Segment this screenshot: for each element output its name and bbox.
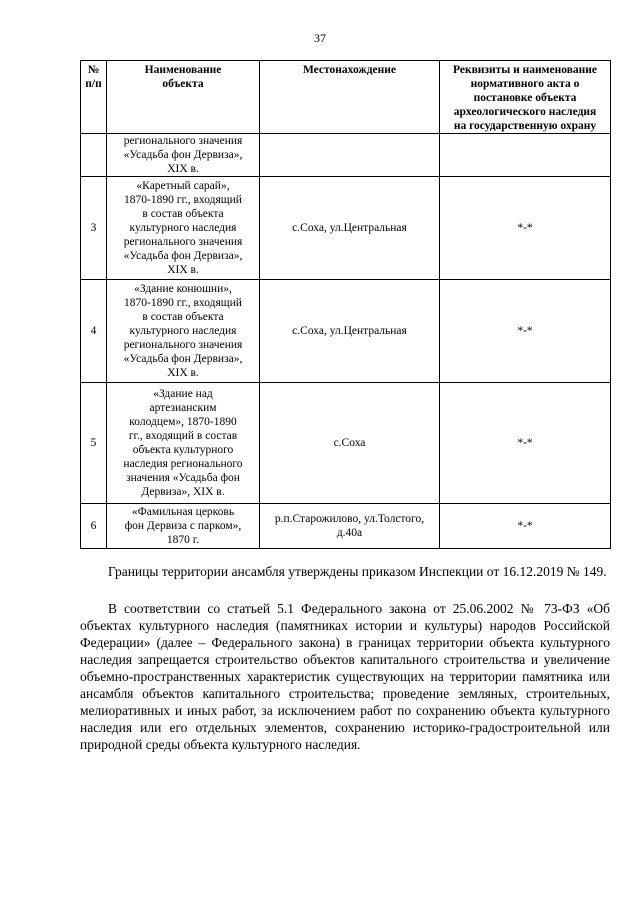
row-location xyxy=(260,134,440,177)
header-object-name: Наименование объекта xyxy=(107,61,260,134)
paragraph-federal-law-restrictions: В соответствии со статьей 5.1 Федерального закона от 25.06.2002 № 73-ФЗ «Об объектах культурного наследия (памятниках истории и культуры) народов Российской Федерации» (далее – Федерального закона) в границах территории объекта культурного наследия запрещается строительство объектов капитального строительства и увеличение объемно-пространственных характеристик существующих на территории памятника или ансамбля объектов капитального строительства; проведение земляных, строительных, мелиоративных и иных работ, за исключением работ по сохранению объекта культурного наследия или его отдельных элементов, сохранению историко-градостроительной или природной среды объекта культурного наследия. xyxy=(80,601,610,752)
row-normative-act: *-* xyxy=(440,280,611,383)
header-number: № п/п xyxy=(81,61,107,134)
row-number: 6 xyxy=(81,504,107,549)
table-row xyxy=(81,504,611,549)
row-object-name: «Фамильная церковь фон Дервиза с парком», 1870 г. xyxy=(107,504,260,549)
row-location: с.Соха, ул.Центральная xyxy=(260,280,440,383)
row-object-name: «Каретный сарай», 1870-1890 гг., входящий в состав объекта культурного наследия регионального значения «Усадьба фон Дервиза», XIX в. xyxy=(107,177,260,280)
table-header-row xyxy=(81,61,611,134)
row-number xyxy=(81,134,107,177)
row-number: 4 xyxy=(81,280,107,383)
row-location: с.Соха, ул.Центральная xyxy=(260,177,440,280)
row-location: с.Соха xyxy=(260,383,440,504)
row-normative-act: *-* xyxy=(440,177,611,280)
row-object-name: регионального значения «Усадьба фон Дервиза», XIX в. xyxy=(107,134,260,177)
row-object-name: «Здание над артезианским колодцем», 1870-1890 гг., входящий в состав объекта культурного наследия регионального значения «Усадьба фон Дервиза», XIX в. xyxy=(107,383,260,504)
table-row xyxy=(81,134,611,177)
table-row xyxy=(81,177,611,280)
paragraph-territory-boundaries: Границы территории ансамбля утверждены приказом Инспекции от 16.12.2019 № 149. xyxy=(108,564,607,579)
row-location: р.п.Старожилово, ул.Толстого, д.40а xyxy=(260,504,440,549)
row-normative-act: *-* xyxy=(440,504,611,549)
row-number: 5 xyxy=(81,383,107,504)
page-number: 37 xyxy=(314,31,326,45)
header-normative-act: Реквизиты и наименование нормативного акта о постановке объекта археологического наследия на государственную охрану xyxy=(440,61,611,134)
row-number: 3 xyxy=(81,177,107,280)
heritage-objects-table xyxy=(80,60,611,549)
row-normative-act xyxy=(440,134,611,177)
row-object-name: «Здание конюшни», 1870-1890 гг., входящий в состав объекта культурного наследия регионального значения «Усадьба фон Дервиза», XIX в. xyxy=(107,280,260,383)
table-row xyxy=(81,383,611,504)
table-row xyxy=(81,280,611,383)
row-normative-act: *-* xyxy=(440,383,611,504)
header-location: Местонахождение xyxy=(260,61,440,134)
